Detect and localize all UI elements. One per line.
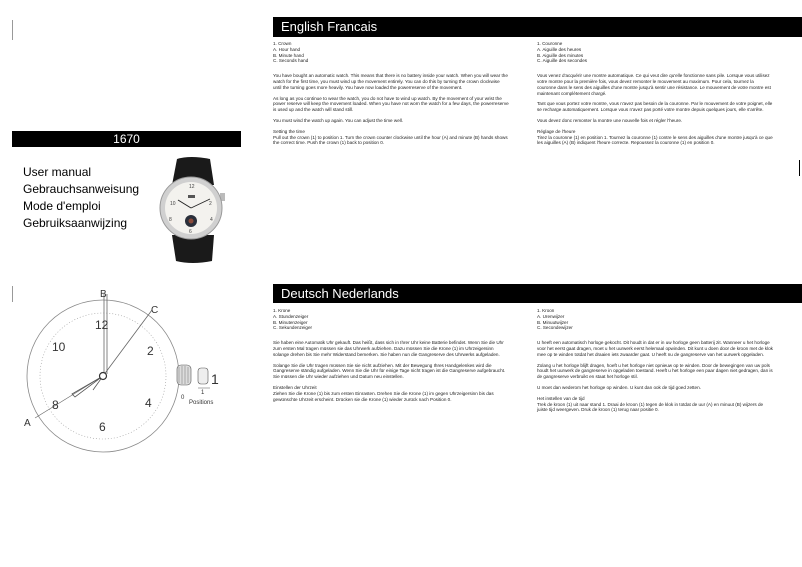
model-banner — [12, 131, 241, 147]
paragraph: Vous venez d'acquérir une montre automatique. Ce qui veut dire qu'elle fonctionne sans pile. Lorsque vous utilisez votre montre pour la première fois, vous devez remonter le mouvement au maximum. Pour cela, tournez la couronne dans le sens des aiguilles d'une montre jusqu'à sentir une résistance. Le mouvement de votre montre est maintenant complètement chargé. — [537, 73, 771, 96]
label-a: A — [24, 418, 31, 429]
paragraph: U heeft een automatisch horloge gekocht. Dit houdt in dat er in uw horloge geen batterij zit. Wanneer u het horloge voor het eerst gaat dragen, moet u het uurwerk eerst helemaal opwinden. Dit kunt u doen door de kroon met de klok mee op te winden totdat het draaien iets zwaarder gaat. U heeft nu de gangreserve van het uurwerk opgeladen. — [537, 340, 773, 357]
positions-label: Positions — [189, 400, 214, 406]
subheading: Het instellen van de tijd — [537, 395, 585, 401]
paragraph: Zolang u het horloge blijft dragen, hoeft u het horloge niet opnieuw op te winden. Door de bewegingen van uw pols houdt het uurwerk de gangreserve in opgeladen toestand. Heeft u het horloge een paar dagen niet gedragen, dan is de gangreserve verbruikt en staat het horloge stil. — [537, 362, 773, 380]
list-item: C. Sekundenzeiger — [273, 325, 313, 331]
paragraph: Ziehen Sie die Krone (1) bis zum ersten Einrasten. Drehen Sie die Krone (1) im gegen Uhrzeigersinn bis das gewünschte Uhrzeit erscheint. Drücken sie die Krone (1) wieder zurück nach Position 0. — [273, 390, 494, 402]
list-item: B. Aiguille des minutes — [537, 52, 584, 58]
list-item: 1. Couronne — [537, 41, 563, 46]
list-item: 1. Crown — [273, 41, 292, 46]
label-c: C — [151, 305, 159, 316]
francais-column — [537, 41, 773, 151]
title-de: Gebrauchsanweisung — [23, 182, 140, 196]
clock-diagram — [0, 280, 230, 470]
section-header-deutsch-nederlands — [273, 284, 802, 303]
numeral-8: 8 — [52, 398, 59, 412]
paragraph: Trek de kroon (1) uit naar stand 1. Draai de kroon (1) tegen de klok in totdat de uur (A) en minuut (B) wijzers de juiste tijd weergeven. Druk de kroon (1) terug naar positie 0. — [537, 401, 764, 413]
list-item: A. Stundenzeiger — [273, 313, 309, 319]
nederlands-column — [537, 308, 773, 418]
paragraph: Sie haben eine Automatik Uhr gekauft. Das heißt, dass sich in Ihrer Uhr keine Batterie befindet. Wenn Sie die Uhr zum ersten Mal tragen müssen sie das Uhrwerk aufziehen. Dazu müssen Sie die Krone (1) im Uhrzeigersinn solange drehen bis Sie mehr Widerstand bemerken. Sie haben nun die Gangreserve des Uhrwerks aufgeladen. — [273, 340, 504, 357]
english-column — [273, 41, 509, 151]
crown-label-1: 1 — [211, 371, 219, 387]
title-nl: Gebruiksaanwijzing — [23, 216, 128, 230]
numeral-10: 10 — [52, 340, 66, 354]
paragraph: Tirez la couronne (1) en position 1. Tournez la couronne (1) contre le sens des aiguilles d'une montre jusqu'à ce que les aiguilles (A) (B) indiquent l'heure correcte. Repoussez la couronne (1) en position 0. — [537, 134, 773, 146]
list-item: B. Minuutwijzer — [537, 319, 569, 325]
paragraph: Pull out the crown (1) to position 1. Turn the crown counter clockwise until the hour (A) and minute (B) hands shows the correct time. Push the crown (1) back to position 0. — [273, 134, 508, 146]
title-en: User manual — [23, 165, 92, 179]
list-item: A. Hour hand — [273, 46, 301, 52]
numeral-2: 2 — [147, 344, 154, 358]
paragraph: As long as you continue to wear the watch, you do not have to wind up watch. By the movement of your wrist the power reserve will keep the movement loaded. When you have not worn the watch for a few days, the powerreserve is used up and the watch will stand still. — [273, 95, 509, 113]
svg-text:6: 6 — [189, 229, 192, 235]
crop-mark — [799, 160, 800, 176]
manual-titles — [23, 164, 139, 232]
paragraph: You have bought an automatic watch. This means that there is no battery inside your watch. When you will wear the watch for the first time, you must wind up the movement entirely. You can do this by turning the crown clockwise until the turning goes more heavily. You have now loaded the powerreserve of the movement. — [273, 73, 508, 90]
list-item: B. Minutenzeiger — [273, 319, 308, 325]
svg-text:10: 10 — [170, 201, 176, 207]
section-header-english-francais — [273, 17, 802, 37]
list-item: C. Seconds hand — [273, 58, 309, 64]
numeral-12: 12 — [95, 318, 109, 332]
crown-position-0: 0 — [181, 395, 185, 401]
paragraph: Solange Sie die Uhr tragen müssen Sie sie nicht aufziehen. Mit der Bewegung Ihres Handgelenkes wird die Gangreserve ständig aufgeladen. Wenn Sie die Uhr für einige Tage nicht tragen ist die Gangreserve aufgebraucht. Sie müssen die Uhr wieder aufziehen und Datum neu einstellen. — [273, 362, 506, 380]
list-item: B. Minute hand — [273, 52, 304, 58]
deutsch-column — [273, 308, 509, 407]
list-item: C. Aiguille des secondes — [537, 58, 588, 64]
paragraph: Vous devez donc remonter la montre une nouvelle fois et régler l'heure. — [537, 117, 683, 123]
title-fr: Mode d'emploi — [23, 199, 101, 213]
svg-text:2: 2 — [209, 201, 212, 207]
paragraph: Tant que vous portez votre montre, vous n'avez pas besoin de la couronne. Par le mouvement de votre poignet, elle se recharge automatiquement. Lorsque vous n'avez pas porté votre montre depuis quelques jours, elle s'arrête. — [537, 101, 773, 113]
svg-text:8: 8 — [169, 217, 172, 223]
list-item: A. Aiguille des heures — [537, 46, 582, 52]
numeral-4: 4 — [145, 396, 152, 410]
list-item: 1. Kroon — [537, 308, 555, 313]
subheading: Réglage de l'heure — [537, 128, 576, 134]
svg-text:4: 4 — [210, 217, 213, 223]
paragraph: You must wind the watch up again. You can adjust the time well. — [273, 117, 404, 123]
section-title: English Francais — [281, 19, 378, 34]
subheading: Einstellen der Uhrzeit — [273, 384, 317, 390]
label-b: B — [100, 289, 107, 300]
crown-position-1: 1 — [201, 390, 205, 396]
list-item: C. Secondewijzer — [537, 325, 573, 331]
crop-mark — [12, 20, 13, 40]
list-item: A. Urenwijzer — [537, 313, 565, 319]
svg-text:12: 12 — [189, 184, 195, 190]
numeral-6: 6 — [99, 420, 106, 434]
section-title: Deutsch Nederlands — [281, 286, 399, 301]
list-item: 1. Krone — [273, 308, 291, 313]
model-number: 1670 — [113, 132, 140, 146]
subheading: Setting the time — [273, 128, 305, 134]
watch-photo — [150, 155, 230, 265]
paragraph: U moet dan wederom het horloge op winden. U kunt dan ook de tijd goed zetten. — [537, 384, 701, 390]
